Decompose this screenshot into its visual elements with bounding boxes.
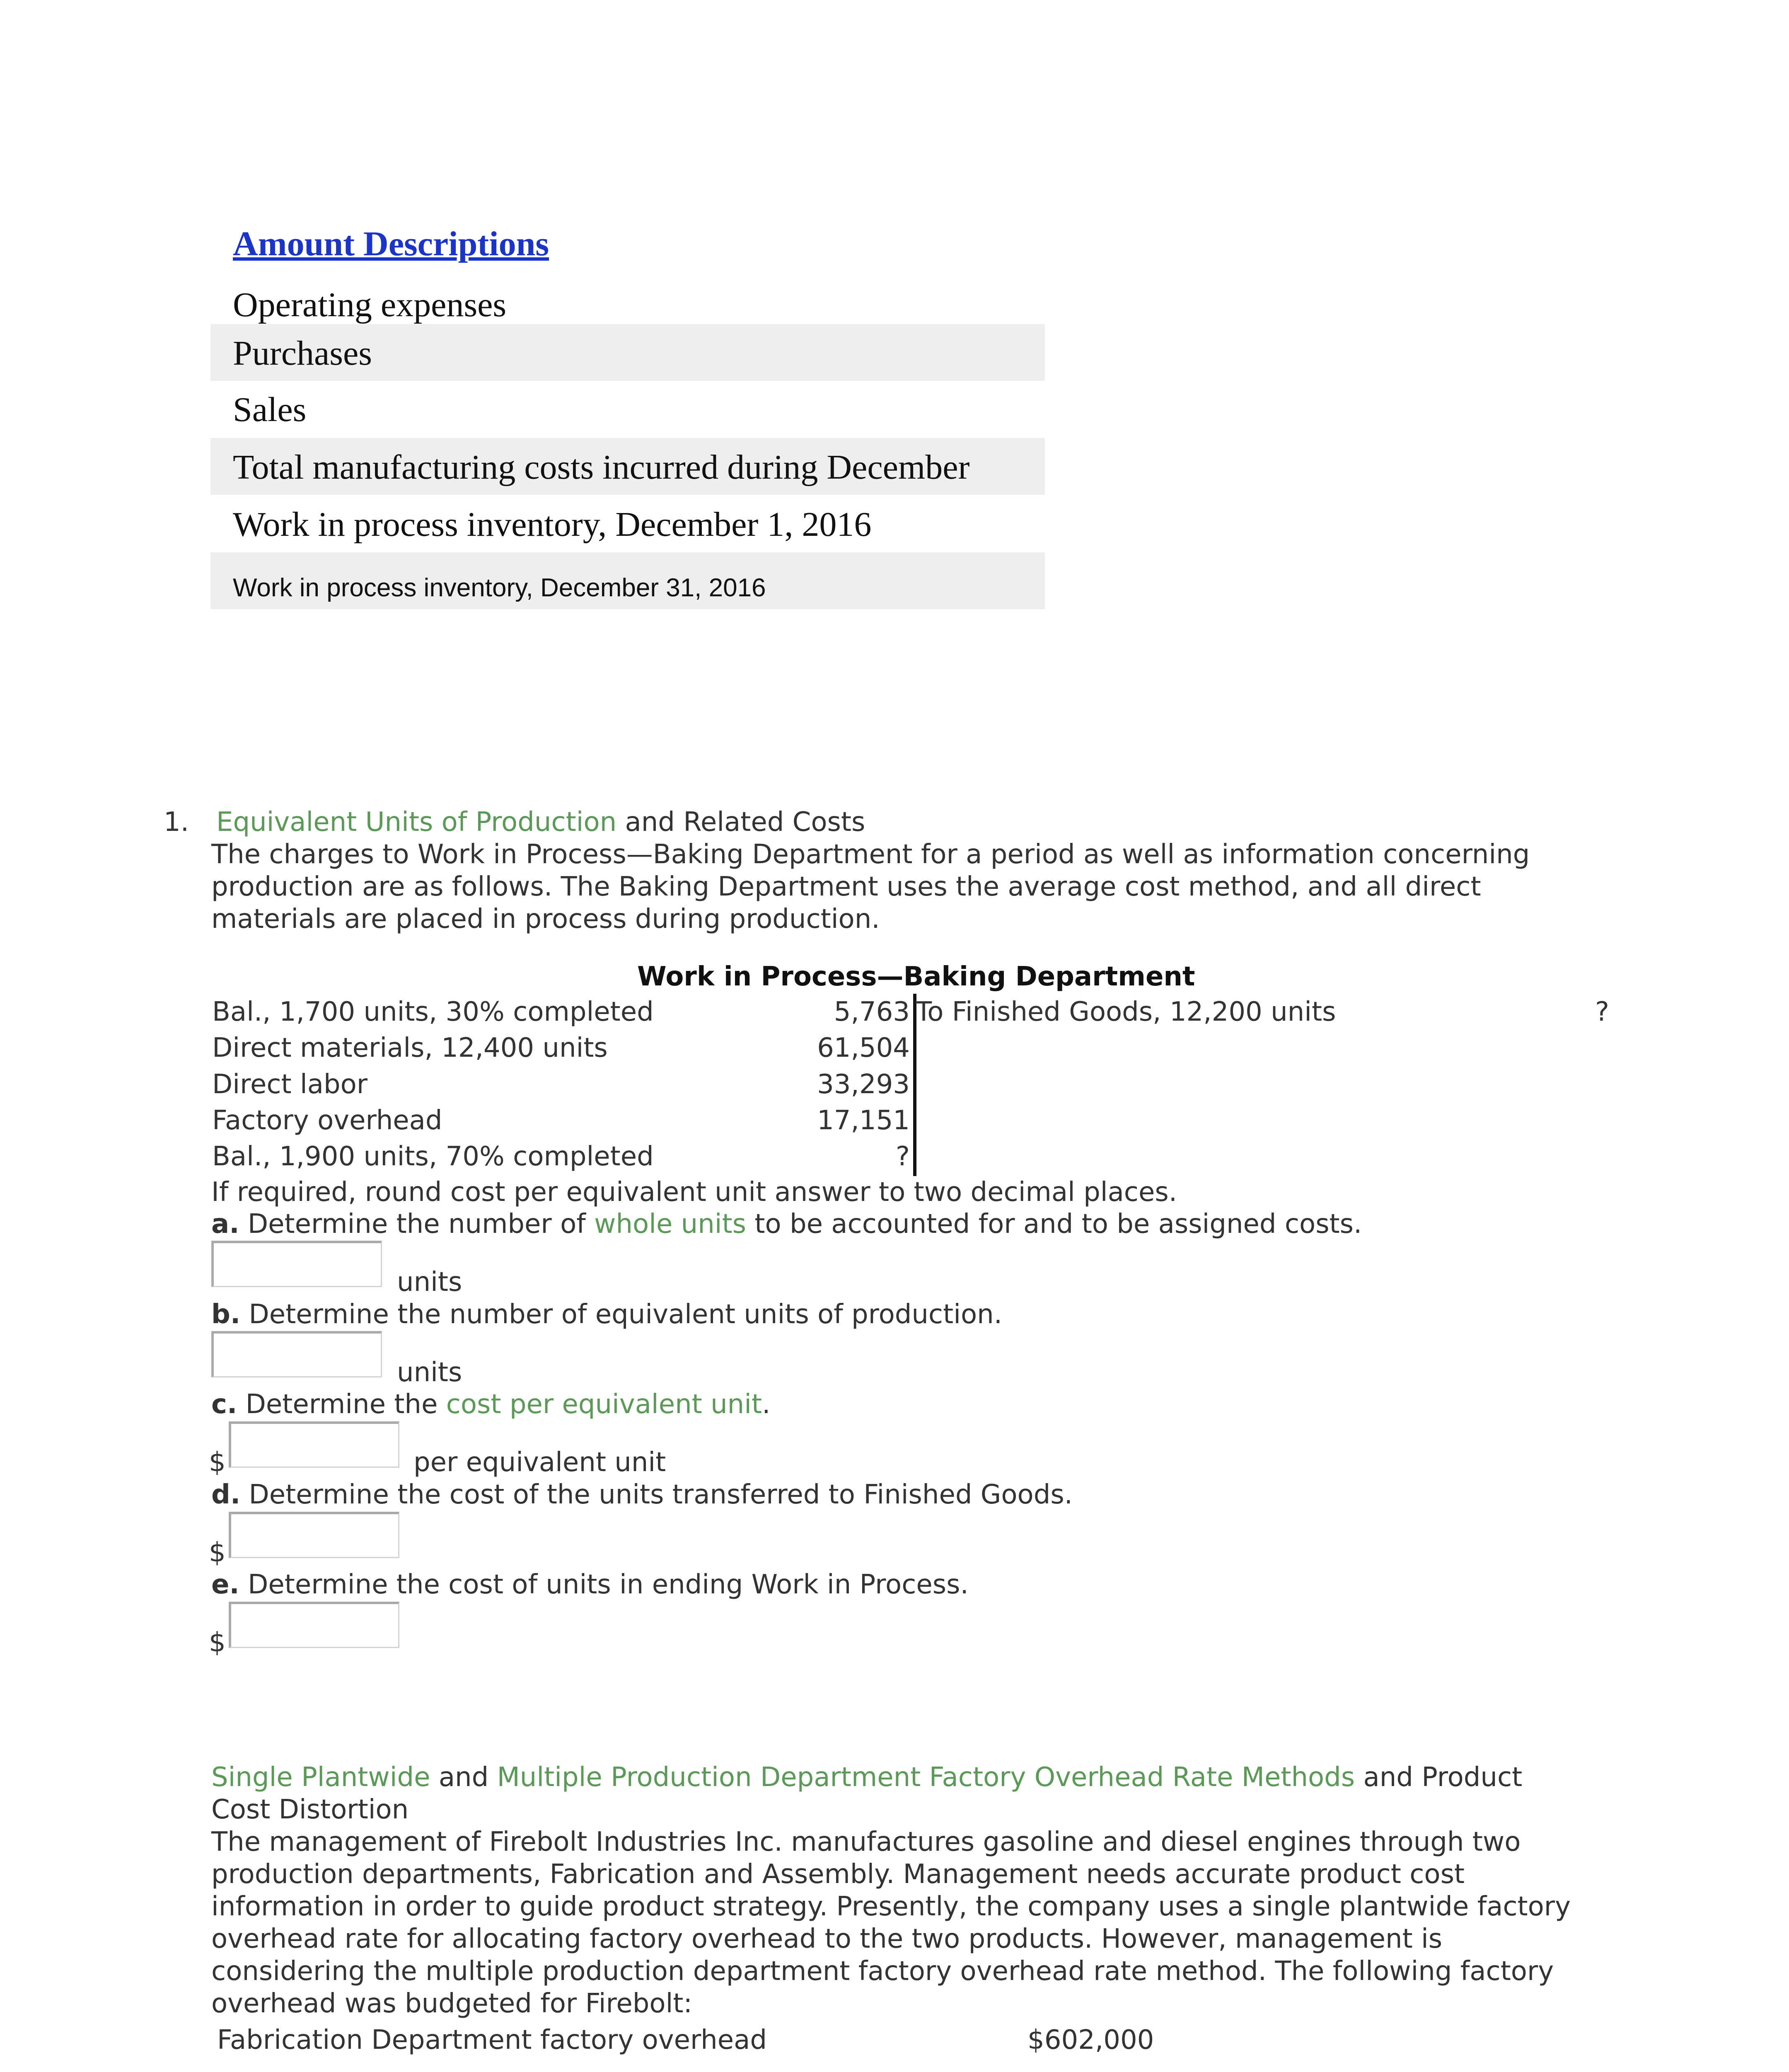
part-letter: c. <box>211 1389 237 1420</box>
part-d-prompt <box>211 1479 1073 1511</box>
part-text: Determine the cost of the units transferred to Finished Goods. <box>249 1479 1073 1510</box>
part-letter: d. <box>211 1479 241 1510</box>
question-title <box>216 806 865 838</box>
t-account-debit-amount: 61,504 <box>817 1033 910 1063</box>
part-letter: e. <box>211 1569 239 1600</box>
answer-input-c[interactable] <box>229 1421 399 1468</box>
t-account-debit-amount: ? <box>896 1141 910 1172</box>
t-account-debit-label: Factory overhead <box>212 1105 442 1136</box>
part-e-prompt <box>211 1569 969 1601</box>
rounding-note: If required, round cost per equivalent unit answer to two decimal places. <box>211 1177 1177 1208</box>
part-c-prompt <box>211 1388 770 1421</box>
answer-input-a[interactable] <box>211 1241 382 1287</box>
currency-symbol: $ <box>209 1447 226 1478</box>
question-title-rest: and Related Costs <box>625 807 865 838</box>
part-text: Determine the number of <box>247 1209 586 1239</box>
unit-label: units <box>397 1267 462 1297</box>
desc-label: Work in process inventory, December 31, 2016 <box>233 574 766 602</box>
part-text: Determine the number of equivalent units of production. <box>249 1299 1003 1330</box>
desc-label: Work in process inventory, December 1, 2016 <box>233 505 872 544</box>
part-letter: a. <box>211 1209 239 1239</box>
question-number: 1. <box>164 807 189 838</box>
part-text: to be accounted for and to be assigned costs. <box>754 1209 1362 1239</box>
unit-label: units <box>397 1357 462 1388</box>
answer-input-e[interactable] <box>229 1602 399 1648</box>
desc-label: Sales <box>233 390 307 429</box>
t-account-debit-label: Direct labor <box>212 1069 368 1100</box>
desc-row <box>210 324 1045 381</box>
part-a-prompt <box>211 1208 1362 1240</box>
title-text: and <box>438 1762 489 1793</box>
unit-label: per equivalent unit <box>413 1447 666 1478</box>
part-text: Determine the <box>245 1389 438 1420</box>
topic-link-equivalent-units[interactable]: Equivalent Units of Production <box>216 807 617 838</box>
currency-symbol: $ <box>209 1537 226 1568</box>
desc-label: Total manufacturing costs incurred during December <box>233 448 970 487</box>
overhead-amount: $602,000 <box>1027 2025 1154 2055</box>
topic-link-whole-units[interactable]: whole units <box>594 1209 746 1239</box>
question-intro: The charges to Work in Process—Baking Department for a period as well as information concerning production are as follows. The Baking Department uses the average cost method, and all direct materials are placed in process during production. <box>211 839 1530 934</box>
t-account-debit-amount: 17,151 <box>817 1105 910 1136</box>
desc-row <box>210 380 1045 437</box>
amount-descriptions-title[interactable]: Amount Descriptions <box>233 225 549 263</box>
answer-input-b[interactable] <box>211 1331 382 1377</box>
currency-symbol: $ <box>209 1627 226 1658</box>
t-account-debit-amount: 33,293 <box>817 1069 910 1100</box>
topic-link-single-plantwide[interactable]: Single Plantwide <box>211 1762 430 1793</box>
part-text: Determine the cost of units in ending Work in Process. <box>248 1569 969 1600</box>
t-account-debit-label: Direct materials, 12,400 units <box>212 1033 608 1063</box>
topic-link-multiple-department-rates[interactable]: Multiple Production Department Factory Overhead Rate Methods <box>497 1762 1355 1793</box>
part-text: . <box>762 1389 771 1420</box>
part-letter: b. <box>211 1299 241 1330</box>
t-account-debit-label: Bal., 1,900 units, 70% completed <box>212 1141 654 1172</box>
question2-body: The management of Firebolt Industries Inc. manufactures gasoline and diesel engines through two production departments, Fabrication and Assembly. Management needs accurate product cost information in order to guide product strategy. Presently, the company uses a single plantwide factory overhead rate for allocating factory overhead to the two products. However, management is considering the multiple production department factory overhead rate method. The following factory overhead was budgeted for Firebolt: <box>211 1827 1571 2019</box>
title-text: and Product Cost Distortion <box>211 1762 1523 1825</box>
t-account-debit-label: Bal., 1,700 units, 30% completed <box>212 997 654 1027</box>
desc-label: Operating expenses <box>233 286 507 324</box>
answer-input-d[interactable] <box>229 1512 399 1558</box>
t-account-title: Work in Process—Baking Department <box>637 961 1195 992</box>
desc-row <box>210 495 1045 552</box>
question2-title <box>211 1761 1587 1826</box>
desc-row <box>210 552 1045 609</box>
desc-row <box>210 438 1045 495</box>
desc-label: Purchases <box>233 334 372 373</box>
topic-link-cost-per-equivalent-unit[interactable]: cost per equivalent unit <box>446 1389 762 1420</box>
part-b-prompt <box>211 1298 1002 1331</box>
t-account-credit-amount: ? <box>1595 997 1609 1027</box>
t-account-debit-amount: 5,763 <box>834 997 910 1027</box>
overhead-label: Fabrication Department factory overhead <box>217 2025 767 2055</box>
t-account-credit-label: To Finished Goods, 12,200 units <box>916 997 1336 1027</box>
